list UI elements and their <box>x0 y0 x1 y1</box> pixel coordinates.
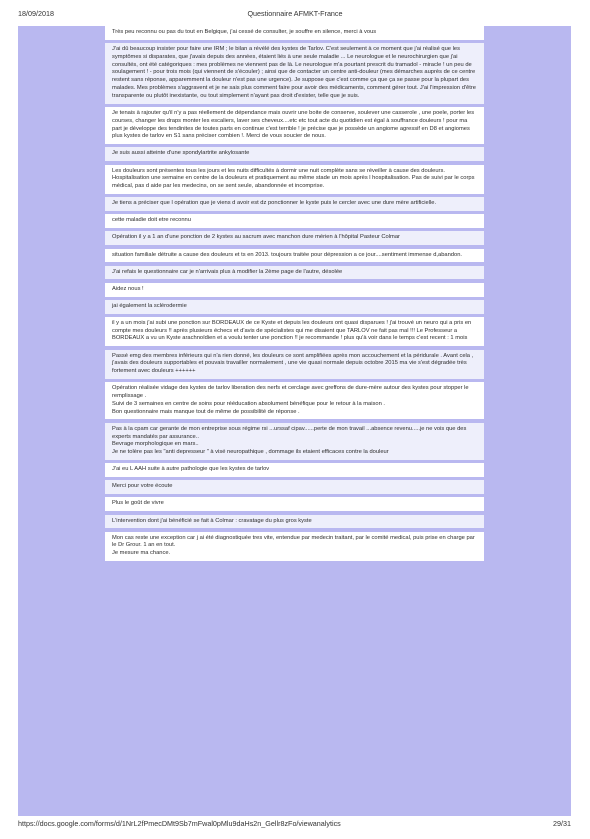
response-card: J'ai eu L AAH suite à autre pathologie que les kystes de tarlov <box>105 463 484 477</box>
response-card: Plus le goût de vivre <box>105 497 484 511</box>
response-card: Opération réalisée vidage des kystes de tarlov liberation des nerfs et cerclage avec greffons de dure-mère autour des kystes pour stopper le remplissage . Suivi de 3 semaines en centre de soins pour rééducation absolument bénéfique pour le retour à la maison . Bon questionnaire mais manque tout de même de possibilité de réponse . <box>105 382 484 419</box>
response-card: il y a un mois j'ai subi une ponction sur BORDEAUX de ce Kyste et depuis les douleurs ont quasi disparues ! j'ai trouvé un neuro qui a pris en compte mes douleurs !! après plusieurs échecs et d'avis de spécialistes qui me disaient que TARLOV ne fait pas mal !!! Le Professeur a BORDEAUX a vu un Kyste arachnoïdien et a voulu tenter une ponction !! je recommande ! plus qu'à voir dans le temps c'est recent : 1 mois <box>105 317 484 346</box>
response-card: Opération il y a 1 an d'une ponction de 2 kystes au sacrum avec manchon dure mérien à l'hôpital Pasteur Colmar <box>105 231 484 245</box>
print-header <box>0 9 590 21</box>
response-card: cette maladie doit etre reconnu <box>105 214 484 228</box>
response-card: Très peu reconnu ou pas du tout en Belgique, j'ai cessé de consulter, je souffre en silence, merci à vous <box>105 26 484 40</box>
response-card: J'ai dû beaucoup insister pour faire une IRM ; le bilan a révélé des kystes de Tarlov. C'est seulement à ce moment que j'ai réalisé que les symptômes si disparates, que j'avais depuis des années, étaient liés à une seule maladie ... Le neurologue et le neurochirurgien que j'ai consultés, ont été catégoriques : mes problèmes ne viennent pas de là. Le neurologue m'a pourtant prescrit du tramadol - miracle ! un peu de soulagement ! - pour trois mois (qui viennent de s'écouler) ; ainsi que de contacter un centre anti-douleur (mes démarches auprès de ce centre restent sans réponse, apparemment la douleur n'est pas une urgence). Je suppose que c'est comme ça que ça se passe pour la plupart des malades. Mes problèmes s'aggravent et je ne sais plus comment faire pour avoir des médicaments, comment gérer tout. J'ai l'impression d'être transparente ou plutôt inexistante, ou tout simplement n'ayant pas droit d'exister, telle que je suis. <box>105 43 484 104</box>
document-title: Questionnaire AFMKT-France <box>247 9 343 18</box>
response-card: Les douleurs sont présentes tous les jours et les nuits difficultés à dormir une nuit complète sans se réveiller à cause des douleurs. Hospitalisation une semaine en centre de la douleurs et pratiquement au même stade un mois après l hospitalisation. Pas de suivi par le corps médical, pas d aide par les medecins, on se sent seule, abandonnée et incomprise. <box>105 165 484 194</box>
response-card: L'intervention dont j'ai bénéficié se fait à Colmar : cravatage du plus gros kyste <box>105 515 484 529</box>
page-number: 29/31 <box>553 819 571 828</box>
response-card: Je tiens a préciser que l opération que je viens d avoir est dz ponctionner le kyste puis le cercler avec une dure mère artificielle. <box>105 197 484 211</box>
response-card: Mon cas reste une exception car j ai été diagnostiquée tres vite, entendue par medecin traitant, par le comité medical, puis prise en charge par le Dr Grour. 1 an en tout. Je mesure ma chance. <box>105 532 484 561</box>
response-card: Merci pour votre écoute <box>105 480 484 494</box>
response-card: jai également la sclérodermie <box>105 300 484 314</box>
response-card: situation familiale détruite a cause des douleurs et ts en 2013. toujours traitée pour dépression a ce jour....sentiment immense d,abandon. <box>105 249 484 263</box>
print-footer <box>0 819 590 831</box>
response-card: Passé emg des membres inférieurs qui n'a rien donné, les douleurs ce sont amplifiées après mon accouchement et la péridurale . Avant cela , j'avais des douleurs supportables et pouvais travailler normalement , une vie quasi normale depuis octobre 2015 ma vie s'est dégradée très fortement avec douleurs ++++++ <box>105 350 484 379</box>
page-url: https://docs.google.com/forms/d/1NrL2fPmecDMt9Sb7mFwal0pMlu9daHs2n_Gellr8zFo/viewanalytics <box>18 819 341 828</box>
response-card: J'ai refais le questionnaire car je n'arrivais plus à modifier la 2ème page de l'autre, désolée <box>105 266 484 280</box>
response-card: Je tenais à rajouter qu'il n'y a pas réellement de dépendance mais ouvrir une boite de conserve, soulever une casserole , une poele, porter les courses, changer les draps monter les escaliers, laver ses cheveux....etc etc tout acte du quotidien est égal à souffrance douleurs ! pour ma part je développe des tendinites de toutes parts en continue c'est terrible ! je précise que je possède un angiome agressif en D8 et angiomes plus kystes de tarlov en S1 sans préciser combien !. Merci de vous soucier de nous. <box>105 107 484 144</box>
print-date: 18/09/2018 <box>18 9 54 18</box>
response-card: Aidez nous ! <box>105 283 484 297</box>
response-card: Pas à la cpam car gerante de mon entreprise sous régime rsi ...urssaf cipav......perte de mon travail ...absence revenu.....je ne vois que des experts mandatés par assurance.. Bevrage morphologique en mars.. Je ne tolère pas les "anti depresseur " à visé neuropathique , dommage ils etaient efficaces contre la douleur <box>105 423 484 460</box>
responses-panel <box>18 26 571 816</box>
response-card: Je suis aussi atteinte d'une spondylartrite ankylosante <box>105 147 484 161</box>
response-list <box>105 26 484 564</box>
